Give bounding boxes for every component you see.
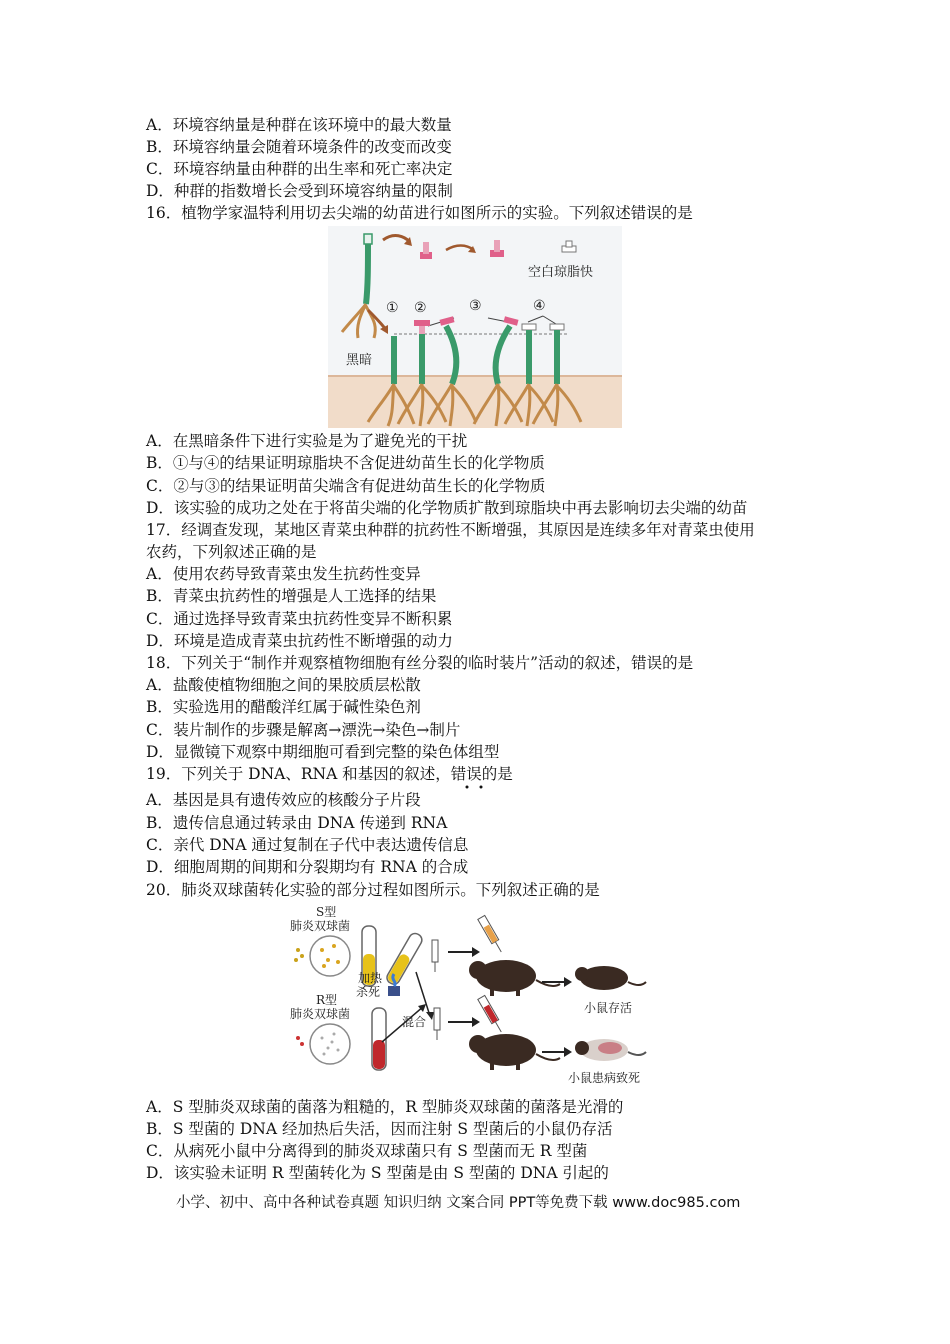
q15-option-a: A．环境容纳量是种群在该环境中的最大数量 bbox=[146, 116, 452, 134]
q15-option-b: B．环境容纳量会随着环境条件的改变而改变 bbox=[146, 138, 452, 156]
q19-option-d: D．细胞周期的间期和分裂期均有 RNA 的合成 bbox=[146, 858, 469, 876]
q17-option-c: C．通过选择导致青菜虫抗药性变异不断积累 bbox=[146, 610, 453, 628]
q17-option-b: B．青菜虫抗药性的增强是人工选择的结果 bbox=[146, 587, 437, 605]
mix-label: 混合 bbox=[402, 1015, 427, 1029]
q17-stem-line2: 农药，下列叙述正确的是 bbox=[146, 543, 317, 561]
burner bbox=[388, 986, 400, 996]
q20-griffith-experiment-figure bbox=[284, 902, 660, 1088]
heat-label-1: 加热 bbox=[358, 971, 383, 985]
q16-option-c: C．②与③的结果证明苗尖端含有促进幼苗生长的化学物质 bbox=[146, 477, 546, 495]
q16-option-d: D．该实验的成功之处在于将苗尖端的化学物质扩散到琼脂块中再去影响切去尖端的幼苗 bbox=[146, 499, 748, 517]
q18-option-c: C．装片制作的步骤是解离→漂洗→染色→制片 bbox=[146, 721, 461, 739]
r-type-label: R型 bbox=[316, 993, 338, 1007]
r-type-name: 肺炎双球菌 bbox=[290, 1007, 351, 1021]
q17-option-a: A．使用农药导致青菜虫发生抗药性变异 bbox=[146, 565, 421, 583]
q20-option-b: B．S 型菌的 DNA 经加热后失活，因而注射 S 型菌后的小鼠仍存活 bbox=[146, 1120, 613, 1138]
q16-stem: 16．植物学家温特利用切去尖端的幼苗进行如图所示的实验。下列叙述错误的是 bbox=[146, 204, 693, 222]
q19-option-b: B．遗传信息通过转录由 DNA 传递到 RNA bbox=[146, 814, 448, 832]
mouse-dead bbox=[575, 1039, 646, 1061]
r-petri-dish bbox=[310, 1024, 350, 1064]
dark-label: 黑暗 bbox=[346, 353, 373, 368]
mouse-top bbox=[469, 960, 560, 996]
syringe-bottom-small bbox=[434, 1008, 440, 1040]
q18-option-d: D．显微镜下观察中期细胞可看到完整的染色体组型 bbox=[146, 743, 500, 761]
q19-option-a: A．基因是具有遗传效应的核酸分子片段 bbox=[146, 791, 421, 809]
q16-option-b: B．①与④的结果证明琼脂块不含促进幼苗生长的化学物质 bbox=[146, 454, 545, 472]
q18-stem: 18．下列关于“制作并观察植物细胞有丝分裂的临时装片”活动的叙述，错误的是 bbox=[146, 654, 694, 672]
q20-option-c: C．从病死小鼠中分离得到的肺炎双球菌只有 S 型菌而无 R 型菌 bbox=[146, 1142, 588, 1160]
q19-option-c: C．亲代 DNA 通过复制在子代中表达遗传信息 bbox=[146, 836, 469, 854]
alive-label: 小鼠存活 bbox=[584, 1001, 633, 1015]
syringe-top-inject bbox=[478, 915, 505, 954]
blank-agar-label: 空白琼脂快 bbox=[528, 265, 594, 280]
marker-4: ④ bbox=[533, 298, 546, 314]
q18-option-a: A．盐酸使植物细胞之间的果胶质层松散 bbox=[146, 676, 421, 694]
q16-option-a: A．在黑暗条件下进行实验是为了避免光的干扰 bbox=[146, 432, 468, 450]
q16-went-experiment-figure bbox=[328, 226, 622, 428]
footer-watermark-text: 小学、初中、高中各种试卷真题 知识归纳 文案合同 PPT等免费下载 www.doc985.com bbox=[176, 1195, 741, 1211]
emphasis-dots bbox=[464, 784, 494, 790]
marker-3: ③ bbox=[469, 298, 482, 314]
q20-option-a: A．S 型肺炎双球菌的菌落为粗糙的，R 型肺炎双球菌的菌落是光滑的 bbox=[146, 1098, 624, 1116]
heat-label-2: 杀死 bbox=[356, 985, 381, 999]
s-petri-dish bbox=[310, 936, 350, 976]
mouse-alive bbox=[575, 966, 646, 990]
s-type-label: S型 bbox=[316, 905, 337, 919]
marker-2: ② bbox=[414, 300, 427, 316]
q17-option-d: D．环境是造成青菜虫抗药性不断增强的动力 bbox=[146, 632, 453, 650]
q15-option-c: C．环境容纳量由种群的出生率和死亡率决定 bbox=[146, 160, 453, 178]
marker-1: ① bbox=[386, 300, 399, 316]
syringe-top-small bbox=[432, 940, 438, 972]
q15-option-d: D．种群的指数增长会受到环境容纳量的限制 bbox=[146, 182, 453, 200]
q20-stem: 20．肺炎双球菌转化实验的部分过程如图所示。下列叙述正确的是 bbox=[146, 881, 600, 899]
dead-label: 小鼠患病致死 bbox=[568, 1071, 641, 1085]
syringe-bottom-inject bbox=[478, 995, 505, 1034]
q18-option-b: B．实验选用的醋酸洋红属于碱性染色剂 bbox=[146, 698, 421, 716]
s-type-name: 肺炎双球菌 bbox=[290, 919, 351, 933]
q19-stem: 19．下列关于 DNA、RNA 和基因的叙述，错误的是 bbox=[146, 765, 513, 783]
q17-stem-line1: 17．经调查发现，某地区青菜虫种群的抗药性不断增强，其原因是连续多年对青菜虫使用 bbox=[146, 521, 755, 539]
q20-option-d: D．该实验未证明 R 型菌转化为 S 型菌是由 S 型菌的 DNA 引起的 bbox=[146, 1164, 609, 1182]
